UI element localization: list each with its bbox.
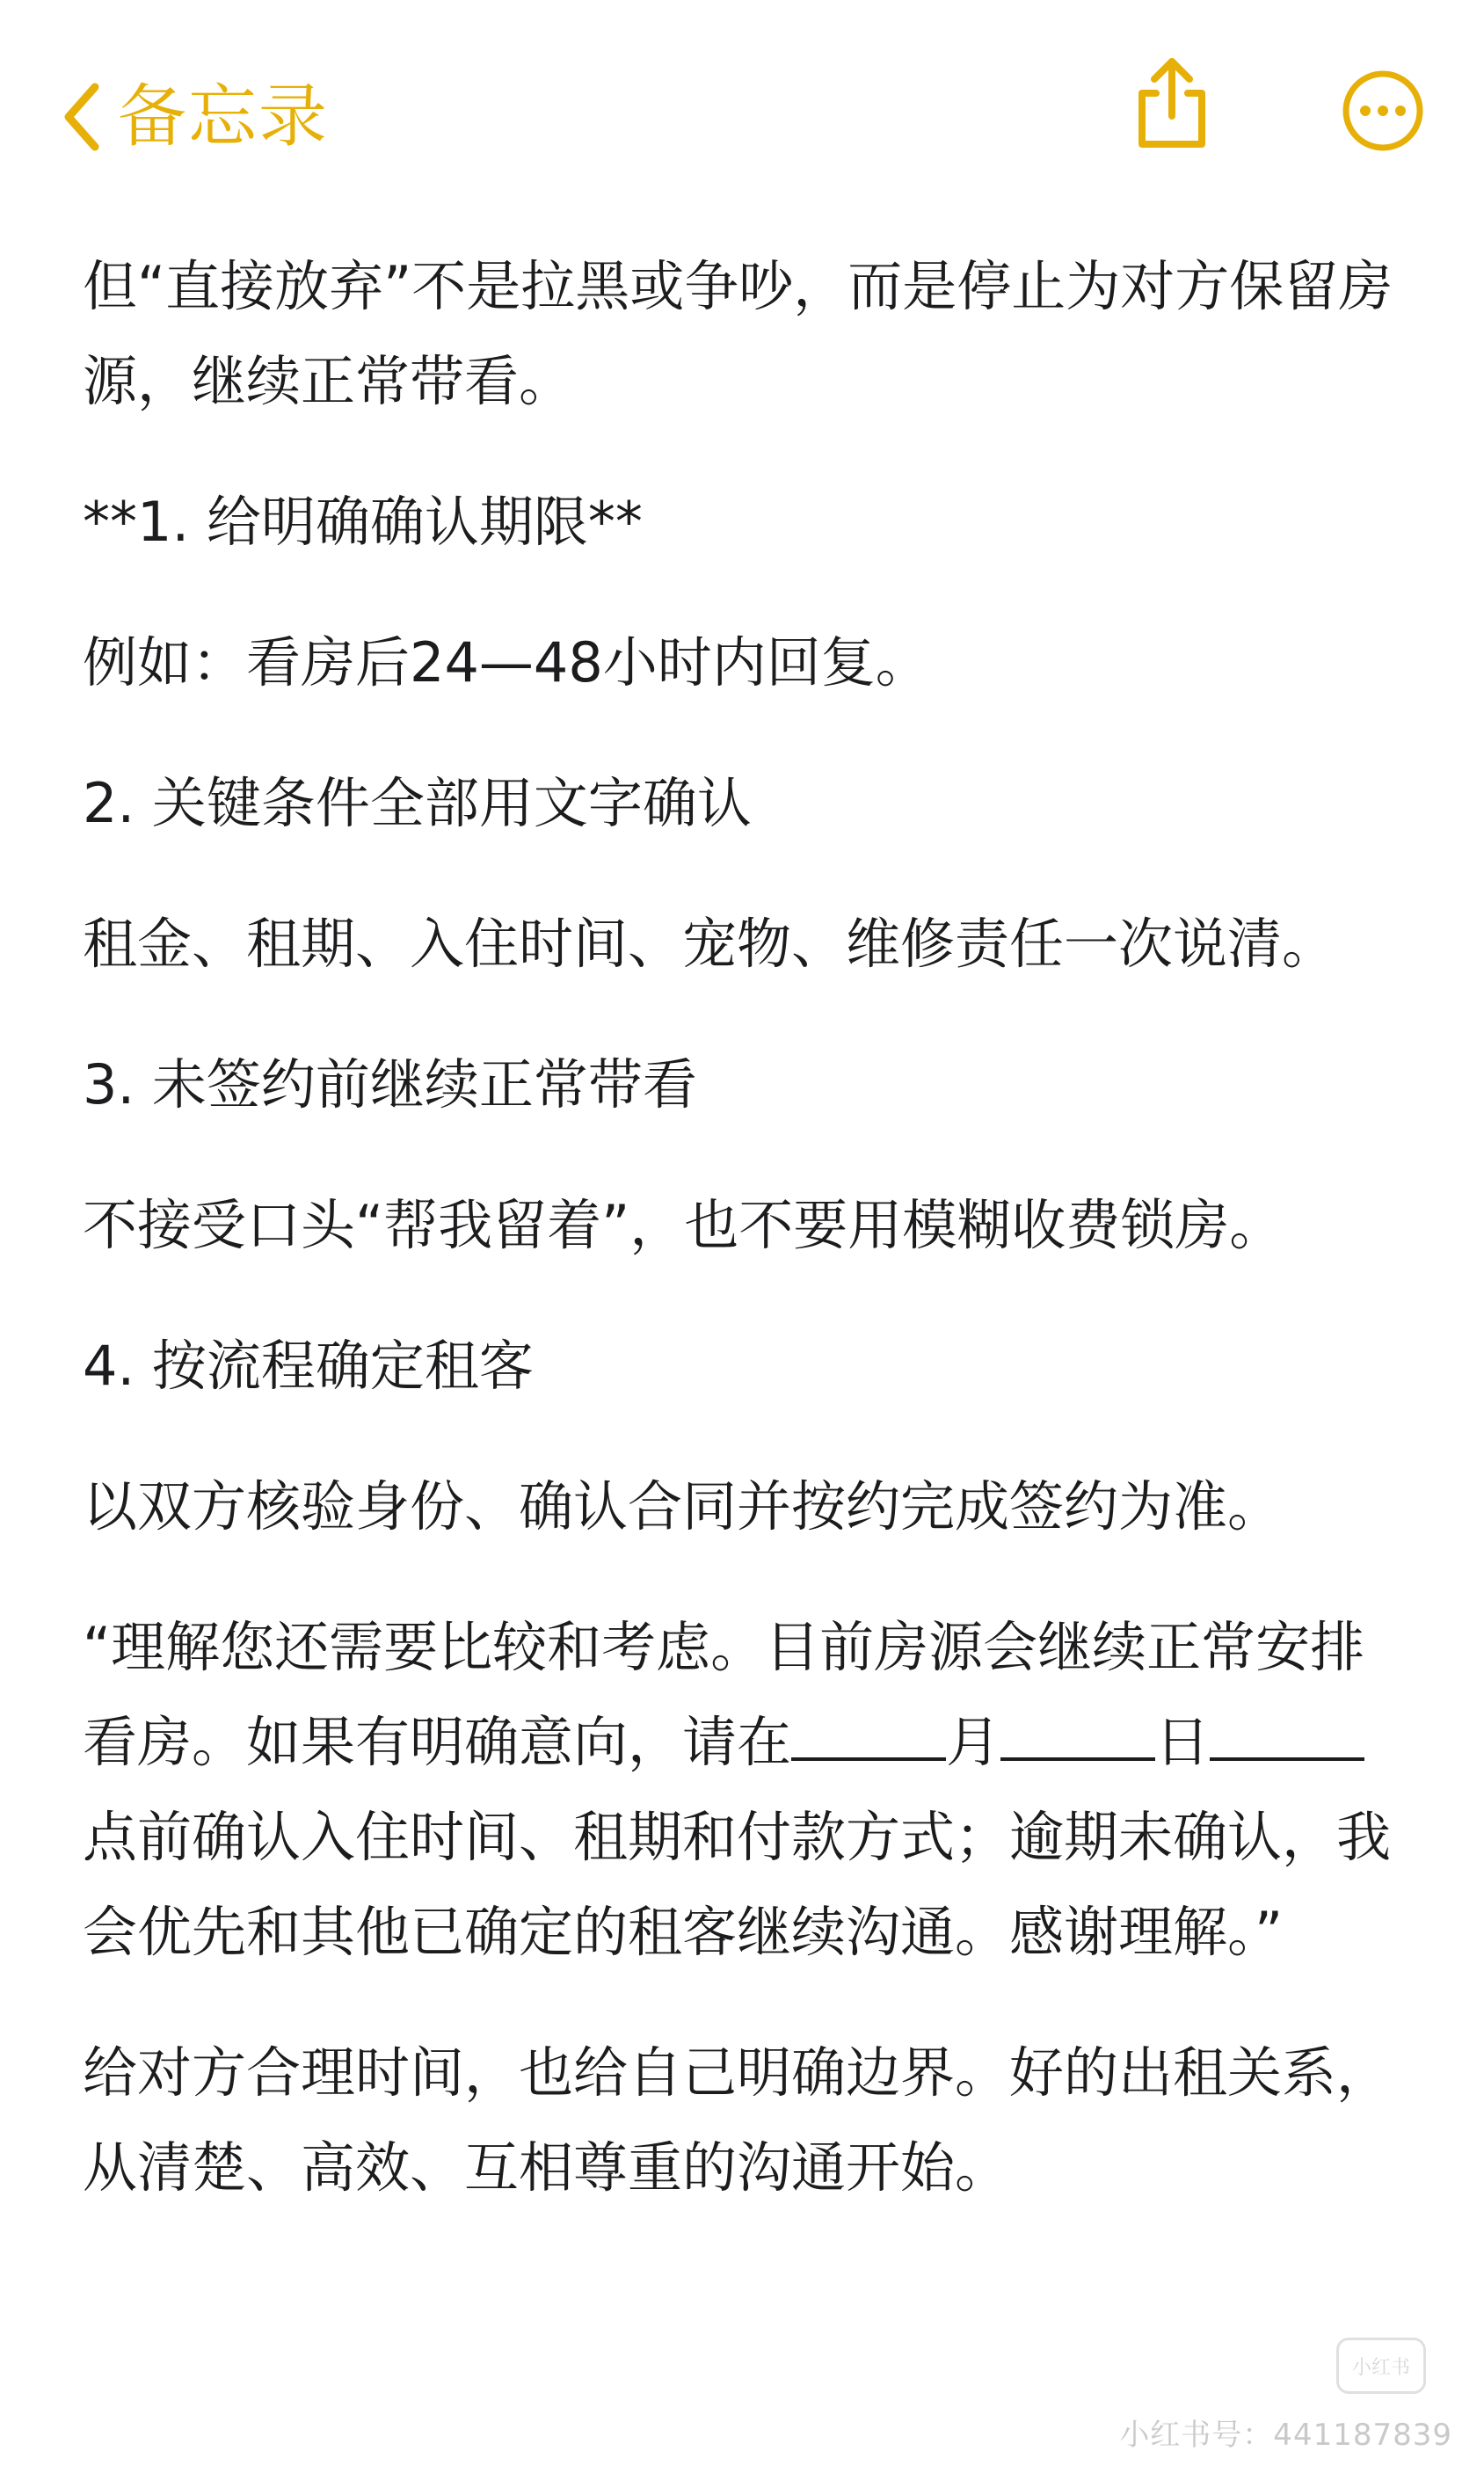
chevron-left-icon xyxy=(62,82,102,152)
note-paragraph: 以双方核验身份、确认合同并按约完成签约为准。 xyxy=(83,1474,1283,1538)
back-button[interactable] xyxy=(62,69,329,165)
note-quote xyxy=(83,1600,1410,1980)
note-heading-4: 4. 按流程确定租客 xyxy=(83,1334,534,1398)
navigation-bar xyxy=(0,0,1484,220)
more-icon xyxy=(1341,69,1425,153)
note-paragraph: 不接受口头“帮我留着”，也不要用模糊收费锁房。 xyxy=(83,1193,1284,1257)
month-blank xyxy=(791,1712,946,1761)
note-heading-1: **1. 给明确确认期限** xyxy=(83,490,643,554)
back-label: 备忘录 xyxy=(118,77,330,156)
day-blank xyxy=(1000,1712,1155,1761)
hour-blank xyxy=(1210,1712,1364,1761)
quote-month: 月 xyxy=(946,1710,1001,1774)
share-button[interactable] xyxy=(1130,55,1214,151)
note-paragraph: 给对方合理时间，也给自己明确边界。好的出租关系，从清楚、高效、互相尊重的沟通开始。 xyxy=(83,2040,1392,2200)
note-body[interactable] xyxy=(83,239,1410,2261)
note-paragraph: 例如：看房后24—48小时内回复。 xyxy=(83,630,930,695)
watermark-logo: 小红书 xyxy=(1336,2338,1426,2394)
share-icon xyxy=(1130,55,1214,151)
quote-day: 日 xyxy=(1155,1710,1211,1774)
quote-text-start: “理解您还需要比较和考虑。目前房源会继续正常安排看房。如果有明确意向，请在 xyxy=(83,1615,1365,1774)
note-heading-3: 3. 未签约前继续正常带看 xyxy=(83,1052,697,1116)
note-paragraph: 租金、租期、入住时间、宠物、维修责任一次说清。 xyxy=(83,912,1337,976)
watermark-text: 小红书号：441187839 xyxy=(1119,2418,1452,2453)
more-button[interactable] xyxy=(1341,69,1425,153)
note-heading-2: 2. 关键条件全部用文字确认 xyxy=(83,771,752,835)
quote-text-end: 点前确认入住时间、租期和付款方式；逾期未确认，我会优先和其他已确定的租客继续沟通。感谢理解。” xyxy=(83,1805,1392,1964)
note-paragraph: 但“直接放弃”不是拉黑或争吵，而是停止为对方保留房源，继续正常带看。 xyxy=(83,254,1393,413)
